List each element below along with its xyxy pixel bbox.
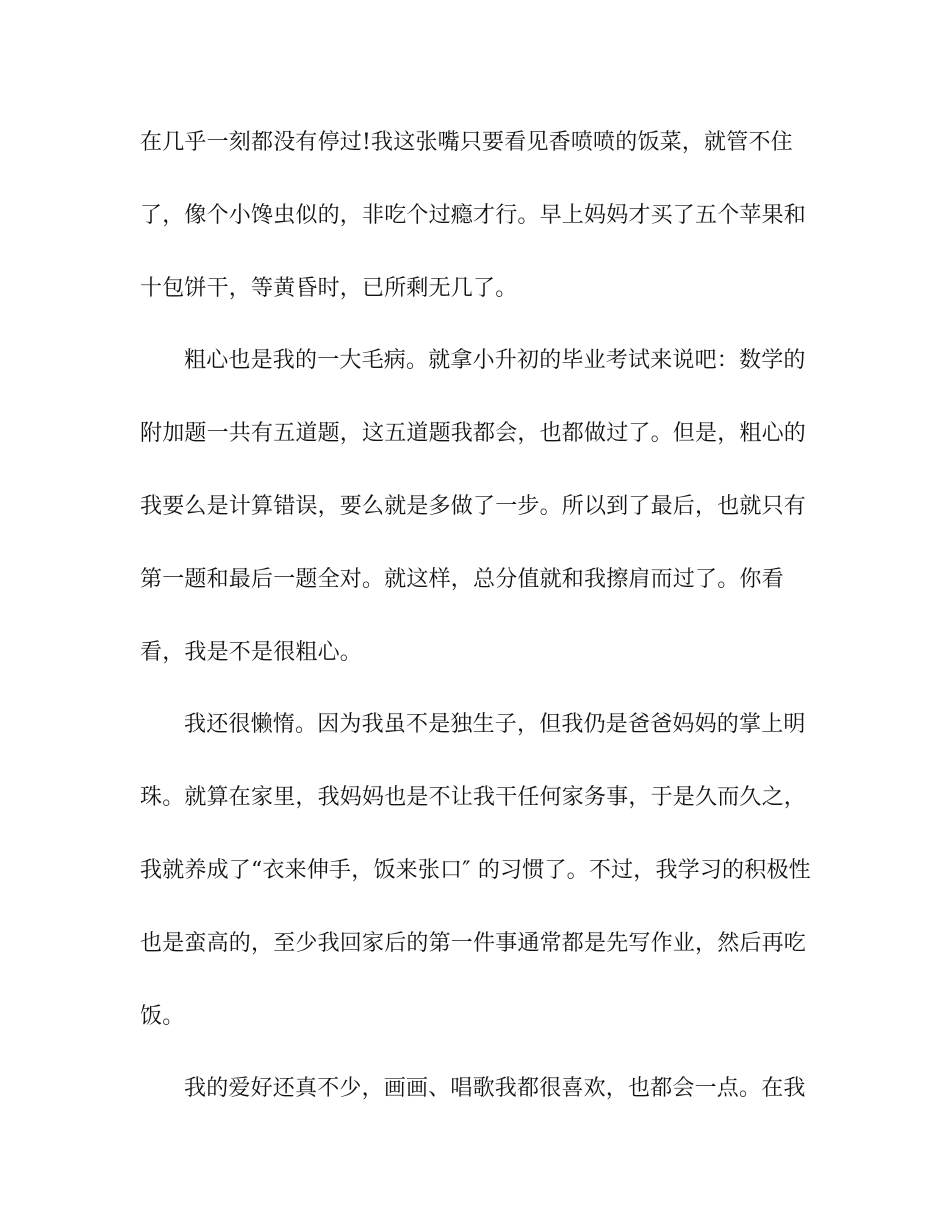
paragraph-2-line-2: 附加题一共有五道题，这五道题我都会，也都做过了。但是，粗心的 bbox=[140, 421, 807, 446]
paragraph-3-line-1: 我还很懒惰。因为我虽不是独生子，但我仍是爸爸妈妈的掌上明 bbox=[184, 712, 806, 737]
paragraph-1-line-2: 了，像个小馋虫似的，非吃个过瘾才行。早上妈妈才买了五个苹果和 bbox=[140, 203, 807, 228]
paragraph-4-line-1: 我的爱好还真不少，画画、唱歌我都很喜欢，也都会一点。在我 bbox=[184, 1076, 806, 1101]
paragraph-3-line-5: 饭。 bbox=[140, 1004, 185, 1029]
paragraph-1-line-1: 在几乎一刻都没有停过!我这张嘴只要看见香喷喷的饭菜，就管不住 bbox=[140, 130, 793, 155]
paragraph-2-line-4: 第一题和最后一题全对。就这样，总分值就和我擦肩而过了。你看 bbox=[140, 567, 784, 592]
paragraph-2-line-3: 我要么是计算错误，要么就是多做了一步。所以到了最后，也就只有 bbox=[140, 494, 807, 519]
paragraph-3-line-4: 也是蛮高的，至少我回家后的第一件事通常都是先写作业，然后再吃 bbox=[140, 931, 807, 956]
paragraph-3-line-3: 我就养成了“衣来伸手，饭来张口″ 的习惯了。不过，我学习的积极性 bbox=[140, 858, 811, 883]
paragraph-1-line-3: 十包饼干，等黄昏时，已所剩无几了。 bbox=[140, 276, 518, 301]
paragraph-2-line-5: 看，我是不是很粗心。 bbox=[140, 640, 363, 665]
paragraph-3-line-2: 珠。就算在家里，我妈妈也是不让我干任何家务事，于是久而久之， bbox=[140, 785, 807, 810]
paragraph-2-line-1: 粗心也是我的一大毛病。就拿小升初的毕业考试来说吧：数学的 bbox=[184, 348, 806, 373]
